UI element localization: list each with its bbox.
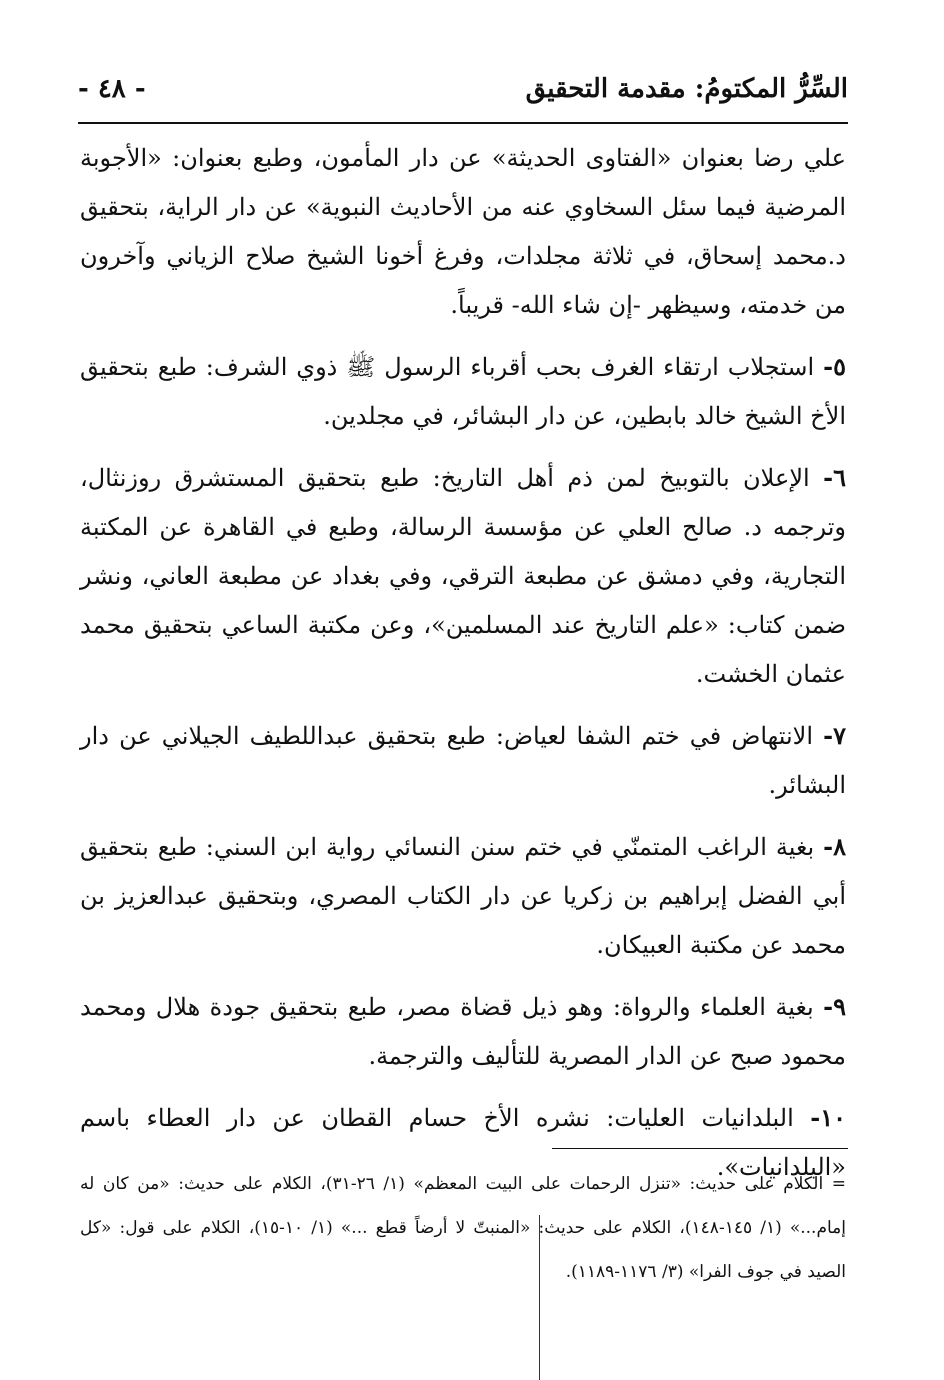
item-number: ١٠-	[810, 1103, 847, 1132]
paragraph-continuation	[80, 134, 846, 330]
page-number: - ٤٨ -	[78, 74, 146, 104]
list-item-6	[80, 453, 846, 699]
item-number: ٥-	[823, 352, 846, 381]
list-item-7	[80, 711, 846, 810]
scan-artifact-line	[539, 1215, 540, 1380]
list-item-8	[80, 822, 846, 970]
paragraph-text: بغية الراغب المتمنّي في ختم سنن النسائي رواية ابن السني: طبع بتحقيق أبي الفضل إبراهيم بن زكريا عن دار الكتاب المصري، وبتحقيق عبدالعزيز بن محمد عن مكتبة العبيكان.	[80, 833, 846, 959]
page-header	[78, 70, 848, 114]
footnote-divider	[552, 1148, 848, 1149]
running-title: السِّرُّ المكتومُ: مقدمة التحقيق	[525, 74, 848, 104]
item-number: ٦-	[823, 463, 846, 492]
list-item-9	[80, 982, 846, 1081]
paragraph-text: علي رضا بعنوان «الفتاوى الحديثة» عن دار المأمون، وطبع بعنوان: «الأجوبة المرضية فيما سئل السخاوي عنه من الأحاديث النبوية» عن دار الراية، بتحقيق د.محمد إسحاق، في ثلاثة مجلدات، وفرغ أخونا الشيخ صلاح الزياني وآخرون من خدمته، وسيظهر -إن شاء الله- قريباً.	[80, 144, 846, 319]
footnote-text: = الكلام على حديث: «تنزل الرحمات على البيت المعظم» (١/ ٢٦-٣١)، الكلام على حديث: «من كان له إمام...» (١/ ١٤٥-١٤٨)، الكلام على حديث: «المنبتّ لا أرضاً قطع ...» (١/ ١٠-١٥)، الكلام على قول: «كل الصيد في جوف الفرا» (٣/ ١١٧٦-١١٨٩).	[80, 1174, 846, 1282]
paragraph-text: استجلاب ارتقاء الغرف بحب أقرباء الرسول ﷺ ذوي الشرف: طبع بتحقيق الأخ الشيخ خالد بابطين، عن دار البشائر، في مجلدين.	[80, 353, 846, 430]
item-number: ٩-	[823, 992, 846, 1021]
paragraph-text: الإعلان بالتوبيخ لمن ذم أهل التاريخ: طبع بتحقيق المستشرق روزنثال، وترجمه د. صالح العلي عن مؤسسة الرسالة، وطبع في القاهرة عن المكتبة التجارية، وفي دمشق عن مطبعة الترقي، وفي بغداد عن مطبعة العاني، ونشر ضمن كتاب: «علم التاريخ عند المسلمين»، وعن مكتبة الساعي بتحقيق محمد عثمان الخشت.	[80, 464, 846, 688]
header-divider	[78, 122, 848, 124]
footnotes	[80, 1162, 846, 1294]
paragraph-text: البلدانيات العليات: نشره الأخ حسام القطان عن دار العطاء باسم «البلدانيات».	[80, 1104, 846, 1181]
main-text	[80, 134, 846, 1204]
item-number: ٨-	[823, 832, 847, 861]
list-item-5	[80, 342, 846, 441]
paragraph-text: الانتهاض في ختم الشفا لعياض: طبع بتحقيق عبداللطيف الجيلاني عن دار البشائر.	[80, 722, 846, 799]
item-number: ٧-	[823, 721, 846, 750]
paragraph-text: بغية العلماء والرواة: وهو ذيل قضاة مصر، طبع بتحقيق جودة هلال ومحمد محمود صبح عن الدار المصرية للتأليف والترجمة.	[80, 993, 846, 1070]
